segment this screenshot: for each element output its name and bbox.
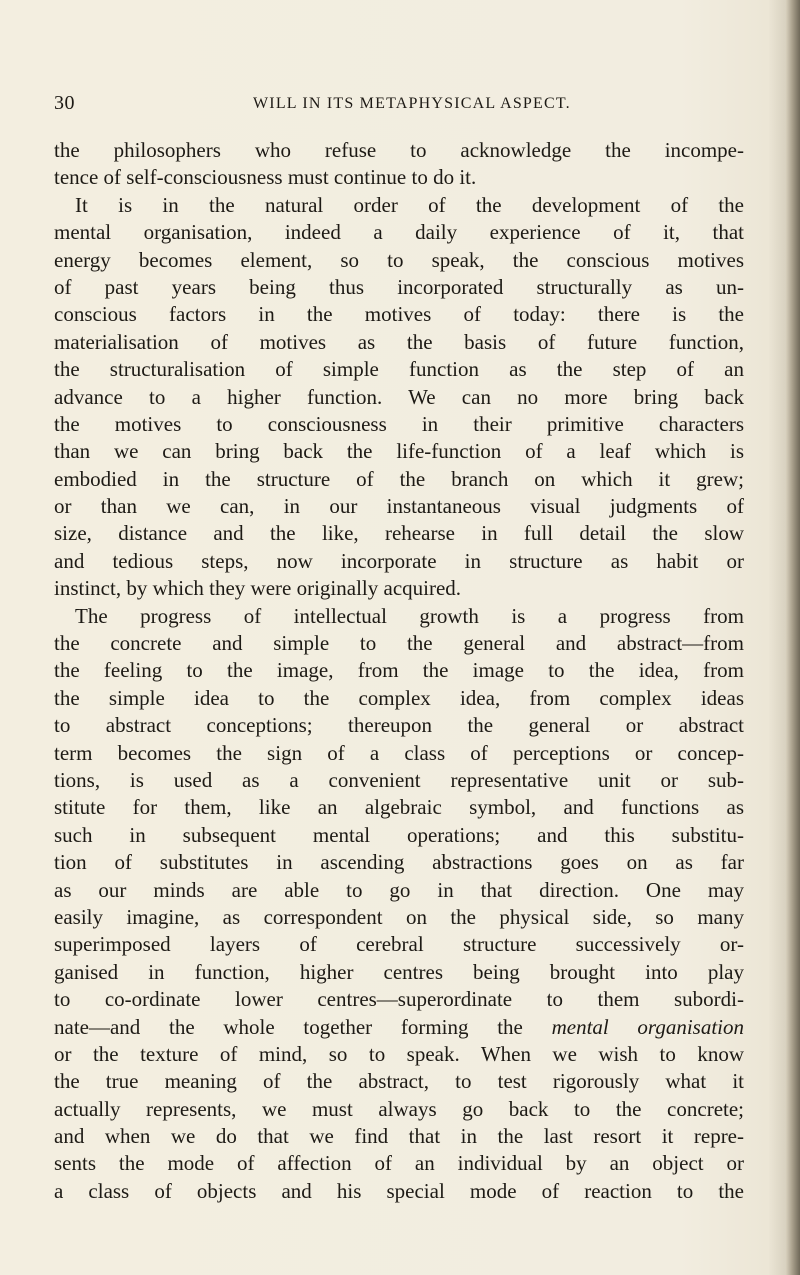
text-line: than we can bring back the life-function of a leaf which is: [54, 439, 744, 464]
text-line: actually represents, we must always go back to the concrete;: [54, 1096, 744, 1121]
text-line: the concrete and simple to the general and abstract—from: [54, 631, 744, 656]
running-head: WILL IN ITS METAPHYSICAL ASPECT.: [253, 95, 571, 112]
text-line: as our minds are able to go in that direction. One may: [54, 877, 744, 902]
paragraph-start-line: It is in the natural order of the development of the: [75, 192, 744, 217]
paragraph-start-line: The progress of intellectual growth is a progress from: [75, 603, 744, 628]
text-line-with-italic: [54, 1014, 744, 1041]
page-number: 30: [54, 92, 75, 114]
text-line: the simple idea to the complex idea, from complex ideas: [54, 685, 744, 710]
text-line: materialisation of motives as the basis of future function,: [54, 329, 744, 354]
text-line: the feeling to the image, from the image to the idea, from: [54, 658, 744, 683]
text-line: or the texture of mind, so to speak. When we wish to know: [54, 1041, 744, 1066]
text-line: the structuralisation of simple function as the step of an: [54, 357, 744, 382]
text-line: and tedious steps, now incorporate in structure as habit or: [54, 548, 744, 573]
text-line: sents the mode of affection of an individual by an object or: [54, 1151, 744, 1176]
text-line: to abstract conceptions; thereupon the general or abstract: [54, 713, 744, 738]
text-segment: nate—and the whole together forming the: [54, 1014, 523, 1039]
text-line: such in subsequent mental operations; and this substitu-: [54, 822, 744, 847]
text-line: a class of objects and his special mode of reaction to the: [54, 1178, 744, 1203]
page-header: [54, 92, 744, 124]
text-line: term becomes the sign of a class of perceptions or concep-: [54, 740, 744, 765]
text-line: the true meaning of the abstract, to test rigorously what it: [54, 1069, 744, 1094]
text-line: easily imagine, as correspondent on the physical side, so many: [54, 904, 744, 929]
text-line: energy becomes element, so to speak, the conscious motives: [54, 247, 744, 272]
binding-edge: [786, 0, 800, 1275]
text-line: of past years being thus incorporated structurally as un-: [54, 274, 744, 299]
text-line: tions, is used as a convenient representative unit or sub-: [54, 767, 744, 792]
text-line: tion of substitutes in ascending abstractions goes on as far: [54, 850, 744, 875]
text-line: conscious factors in the motives of today: there is the: [54, 302, 744, 327]
italic-phrase: mental organisation: [551, 1014, 744, 1039]
text-line: advance to a higher function. We can no more bring back: [54, 384, 744, 409]
text-line: or than we can, in our instantaneous visual judgments of: [54, 494, 744, 519]
text-line: and when we do that we find that in the last resort it repre-: [54, 1124, 744, 1149]
text-line: stitute for them, like an algebraic symbol, and functions as: [54, 795, 744, 820]
text-line: size, distance and the like, rehearse in full detail the slow: [54, 521, 744, 546]
body-text: [54, 137, 744, 1205]
text-line: superimposed layers of cerebral structure successively or-: [54, 932, 744, 957]
text-line: instinct, by which they were originally acquired.: [54, 576, 462, 601]
text-line: to co-ordinate lower centres—superordinate to them subordi-: [54, 987, 744, 1012]
text-line: embodied in the structure of the branch on which it grew;: [54, 466, 744, 491]
text-line: mental organisation, indeed a daily experience of it, that: [54, 220, 744, 245]
binding-shadow: [768, 0, 786, 1275]
text-line: the motives to consciousness in their primitive characters: [54, 411, 744, 436]
text-line: tence of self-consciousness must continue to do it.: [54, 165, 477, 190]
text-line: ganised in function, higher centres being brought into play: [54, 959, 744, 984]
text-line: the philosophers who refuse to acknowledge the incompe-: [54, 138, 744, 162]
